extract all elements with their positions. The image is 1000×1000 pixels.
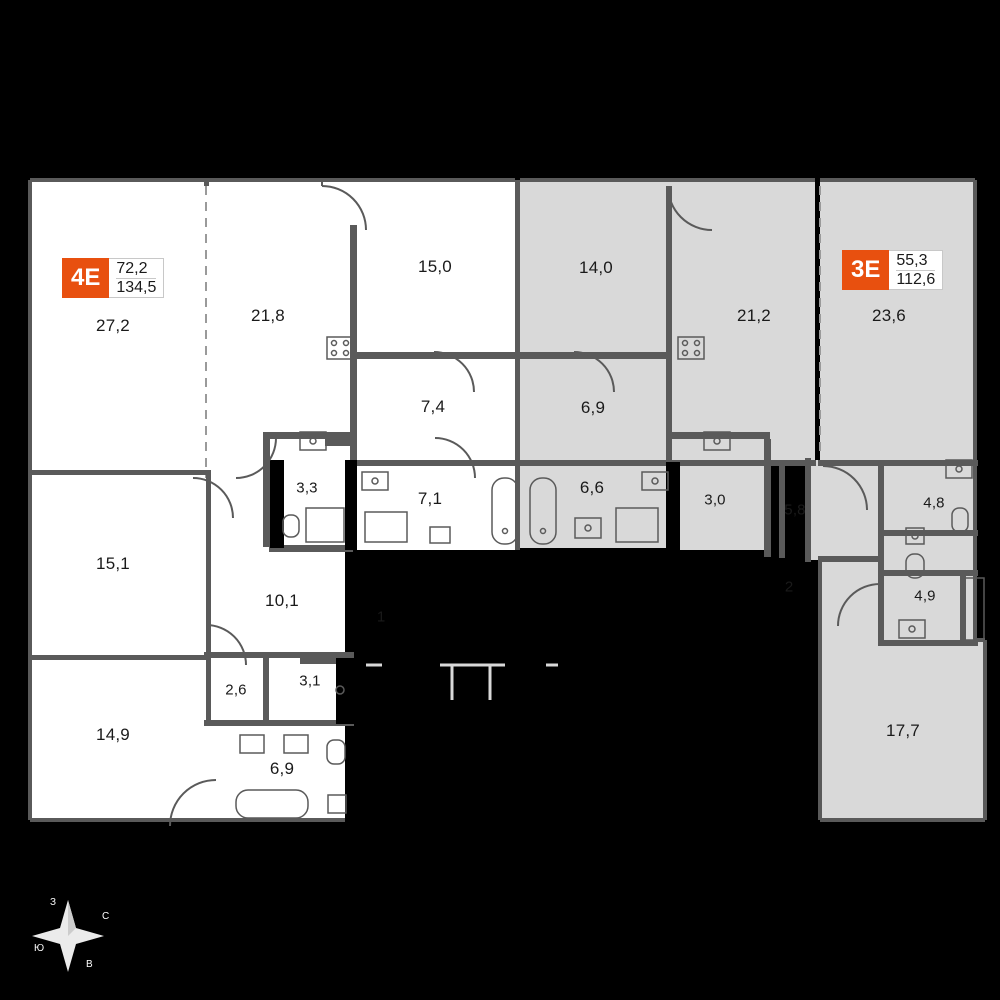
badge-3e-living: 55,3 bbox=[896, 252, 928, 270]
room-label: 23,6 bbox=[872, 306, 906, 325]
room-label: 3,1 bbox=[299, 672, 321, 690]
room-label: 6,6 bbox=[579, 478, 605, 497]
room-label: 14,9 bbox=[96, 725, 130, 744]
compass-label-east: В bbox=[86, 959, 93, 970]
marker-2: 2 bbox=[784, 578, 794, 596]
room-label: 3,3 bbox=[296, 479, 318, 497]
room-label: 4,9 bbox=[914, 587, 936, 605]
core-cutout bbox=[345, 550, 805, 825]
room-label: 5,8 bbox=[784, 501, 806, 519]
badge-4e-total: 134,5 bbox=[116, 278, 157, 296]
badge-4e-areas bbox=[109, 258, 164, 298]
badge-3e bbox=[842, 250, 943, 290]
room-label: 4,8 bbox=[923, 494, 945, 512]
room-label: 6,9 bbox=[580, 398, 606, 417]
compass-label-north: С bbox=[102, 911, 110, 922]
badge-3e-areas bbox=[889, 250, 943, 290]
room-label: 2,6 bbox=[225, 681, 247, 699]
badge-3e-tag: 3Е bbox=[842, 250, 889, 290]
room-label: 14,0 bbox=[579, 258, 613, 277]
badge-4e-living: 72,2 bbox=[116, 260, 148, 278]
compass bbox=[34, 885, 126, 971]
room-label: 17,7 bbox=[886, 721, 920, 740]
compass-label-west: З bbox=[50, 897, 57, 908]
room-label: 21,2 bbox=[737, 306, 771, 325]
badge-3e-total: 112,6 bbox=[896, 270, 936, 288]
room-label: 21,8 bbox=[251, 306, 285, 325]
room-label: 7,4 bbox=[420, 397, 446, 416]
badge-4e-tag: 4Е bbox=[62, 258, 109, 298]
room-label: 15,0 bbox=[418, 257, 452, 276]
room-label: 10,1 bbox=[265, 591, 299, 610]
badge-4e bbox=[62, 258, 164, 298]
room-label: 27,2 bbox=[96, 316, 130, 335]
room-label: 15,1 bbox=[96, 554, 130, 573]
room-label: 3,0 bbox=[704, 491, 726, 509]
compass-label-south: Ю bbox=[34, 943, 45, 954]
room-label: 6,9 bbox=[269, 759, 295, 778]
room-label: 7,1 bbox=[417, 489, 443, 508]
marker-1: 1 bbox=[376, 608, 386, 626]
